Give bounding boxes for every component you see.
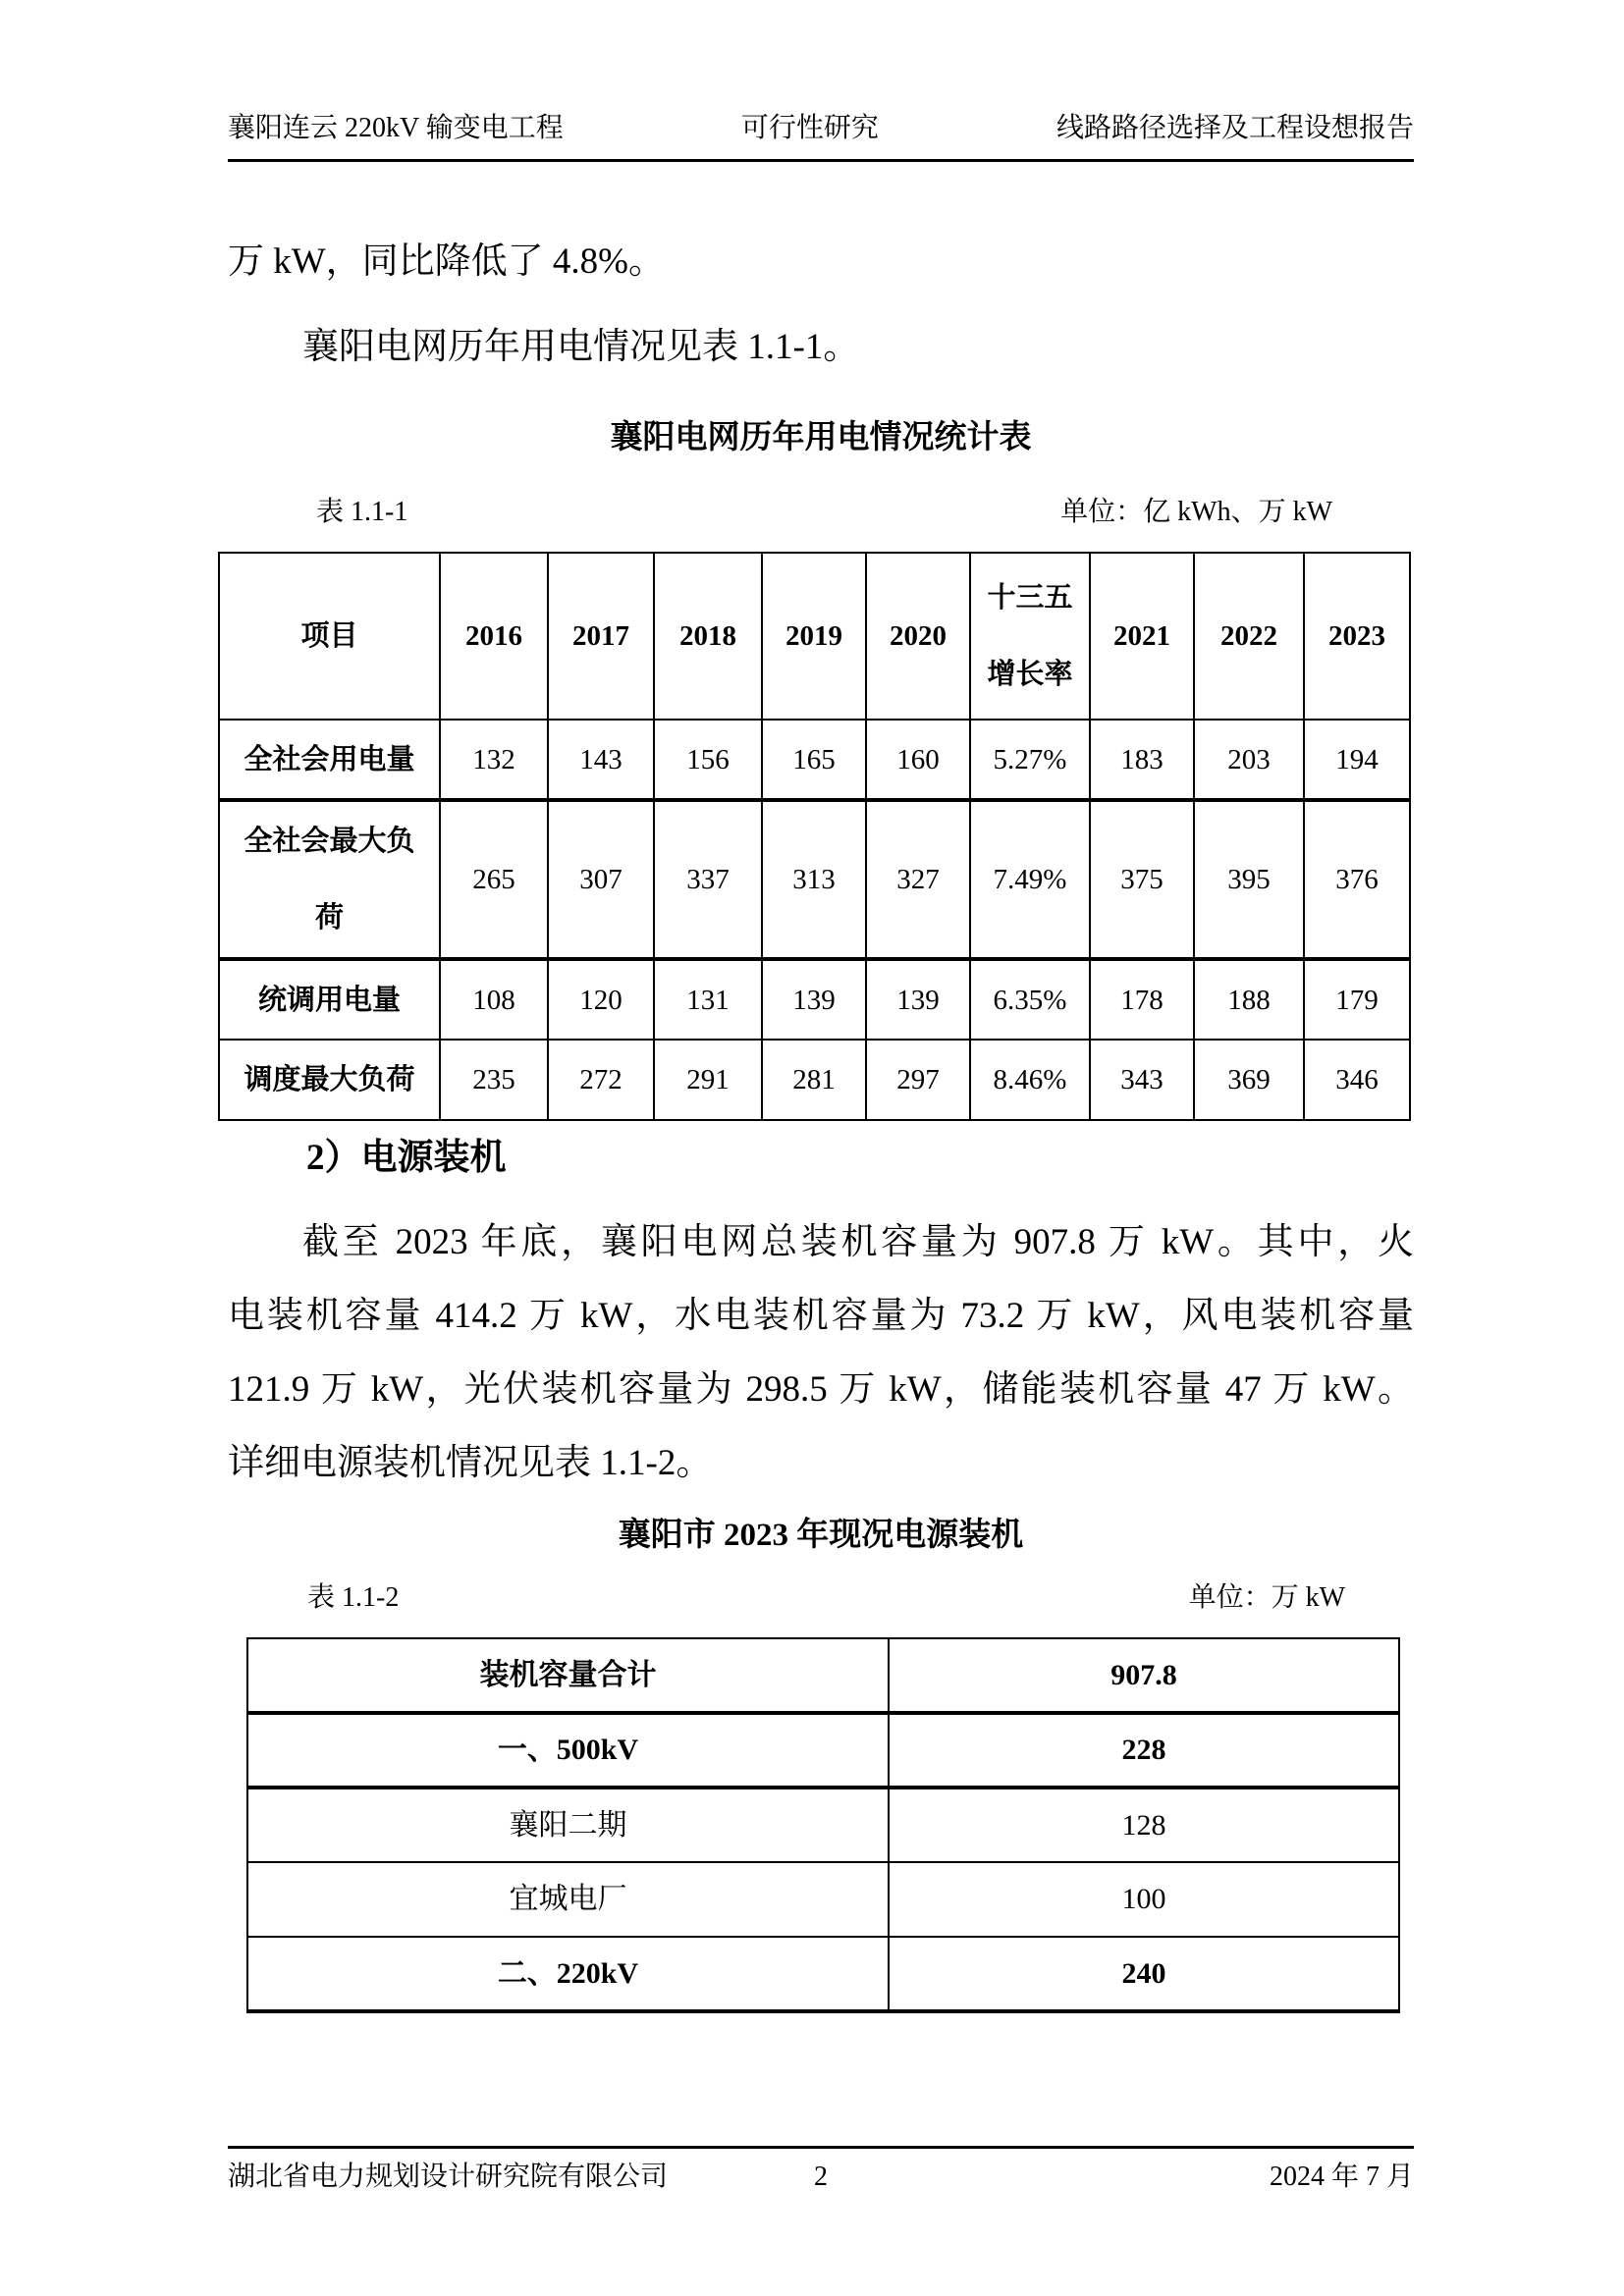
table-cell: 395	[1194, 800, 1304, 959]
table-cell: 120	[548, 959, 654, 1040]
table-cell: 228	[889, 1713, 1399, 1788]
table-row-total	[247, 1638, 1399, 1713]
paragraph-line: 121.9 万 kW，光伏装机容量为 298.5 万 kW，储能装机容量 47 万 kW。	[228, 1369, 1414, 1410]
table-cell: 307	[548, 800, 654, 959]
table-cell: 297	[866, 1040, 970, 1120]
table-cell: 108	[440, 959, 548, 1040]
table-row	[247, 1788, 1399, 1862]
column-header-2023: 2023	[1304, 553, 1410, 720]
table-cell: 313	[762, 800, 866, 959]
row-label: 装机容量合计	[247, 1638, 889, 1713]
table-1-2-unit: 单位：万 kW	[1188, 1582, 1345, 1613]
footer-company: 湖北省电力规划设计研究院有限公司	[228, 2162, 669, 2192]
page-footer	[228, 2146, 1414, 2194]
row-label: 二、220kV	[247, 1937, 889, 2011]
paragraph-line: 截至 2023 年底，襄阳电网总装机容量为 907.8 万 kW。其中，火	[302, 1222, 1414, 1262]
table-cell: 337	[654, 800, 762, 959]
page-header	[228, 112, 1414, 162]
table-cell: 139	[762, 959, 866, 1040]
table-cell: 8.46%	[970, 1040, 1090, 1120]
column-header-2020: 2020	[866, 553, 970, 720]
table-cell: 343	[1090, 1040, 1194, 1120]
table-1-1-unit: 单位：亿 kWh、万 kW	[1060, 497, 1332, 527]
power-installation-paragraph	[228, 1205, 1414, 1500]
table-cell: 375	[1090, 800, 1194, 959]
header-doc-type: 可行性研究	[740, 113, 879, 143]
column-header-item: 项目	[219, 553, 440, 720]
table-cell: 194	[1304, 720, 1410, 800]
table-cell: 907.8	[889, 1638, 1399, 1713]
table-row	[247, 1862, 1399, 1937]
row-label: 襄阳二期	[247, 1788, 889, 1862]
table-cell: 272	[548, 1040, 654, 1120]
table-row	[219, 1040, 1410, 1120]
table-cell: 7.49%	[970, 800, 1090, 959]
table-cell: 346	[1304, 1040, 1410, 1120]
table-cell: 5.27%	[970, 720, 1090, 800]
table-cell: 327	[866, 800, 970, 959]
table-1-1-title: 襄阳电网历年用电情况统计表	[610, 420, 1032, 455]
row-label: 全社会最大负荷	[219, 800, 440, 959]
paragraph-line: 详细电源装机情况见表 1.1-2。	[228, 1443, 713, 1483]
power-usage-history-table	[218, 552, 1411, 1121]
row-label: 全社会用电量	[219, 720, 440, 800]
header-report-title: 线路路径选择及工程设想报告	[1056, 113, 1414, 143]
table-cell: 100	[889, 1862, 1399, 1937]
header-project-title: 襄阳连云 220kV 输变电工程	[228, 113, 564, 143]
installed-capacity-table	[246, 1637, 1400, 2013]
table-1-1-label: 表 1.1-1	[316, 497, 408, 527]
table-cell: 183	[1090, 720, 1194, 800]
table-cell: 369	[1194, 1040, 1304, 1120]
table-cell: 376	[1304, 800, 1410, 959]
column-header-2016: 2016	[440, 553, 548, 720]
table-cell: 132	[440, 720, 548, 800]
column-header-2021: 2021	[1090, 553, 1194, 720]
table-1-2-label: 表 1.1-2	[307, 1582, 400, 1613]
table-cell: 291	[654, 1040, 762, 1120]
table-cell: 281	[762, 1040, 866, 1120]
table-cell: 128	[889, 1788, 1399, 1862]
intro-line-table-ref: 襄阳电网历年用电情况见表 1.1-1。	[302, 327, 860, 367]
intro-line-continued: 万 kW，同比降低了 4.8%。	[228, 241, 665, 282]
footer-page-number: 2	[814, 2162, 828, 2192]
table-1-1-caption	[218, 495, 1409, 530]
table-row-220kv	[247, 1937, 1399, 2011]
table-cell: 160	[866, 720, 970, 800]
table-cell: 156	[654, 720, 762, 800]
section-heading-power-installation: 2）电源装机	[306, 1138, 507, 1178]
table-row	[219, 959, 1410, 1040]
table-cell: 139	[866, 959, 970, 1040]
footer-date: 2024 年 7 月	[1269, 2162, 1414, 2192]
row-label: 宜城电厂	[247, 1862, 889, 1937]
column-header-2022: 2022	[1194, 553, 1304, 720]
table-cell: 143	[548, 720, 654, 800]
table-cell: 165	[762, 720, 866, 800]
table-cell: 203	[1194, 720, 1304, 800]
table-1-2-caption	[246, 1580, 1398, 1616]
table-cell: 179	[1304, 959, 1410, 1040]
column-header-2018: 2018	[654, 553, 762, 720]
column-header-13th-plan-growth: 十三五增长率	[970, 553, 1090, 720]
table-row	[219, 720, 1410, 800]
table-header-row	[219, 553, 1410, 720]
table-row	[219, 800, 1410, 959]
table-row-500kv	[247, 1713, 1399, 1788]
row-label: 统调用电量	[219, 959, 440, 1040]
row-label: 调度最大负荷	[219, 1040, 440, 1120]
table-cell: 265	[440, 800, 548, 959]
table-cell: 6.35%	[970, 959, 1090, 1040]
column-header-2019: 2019	[762, 553, 866, 720]
table-cell: 240	[889, 1937, 1399, 2011]
row-label: 一、500kV	[247, 1713, 889, 1788]
paragraph-line: 电装机容量 414.2 万 kW，水电装机容量为 73.2 万 kW，风电装机容量	[228, 1296, 1414, 1336]
table-cell: 235	[440, 1040, 548, 1120]
table-1-2-title: 襄阳市 2023 年现况电源装机	[618, 1518, 1024, 1553]
column-header-2017: 2017	[548, 553, 654, 720]
table-cell: 178	[1090, 959, 1194, 1040]
table-cell: 131	[654, 959, 762, 1040]
table-cell: 188	[1194, 959, 1304, 1040]
